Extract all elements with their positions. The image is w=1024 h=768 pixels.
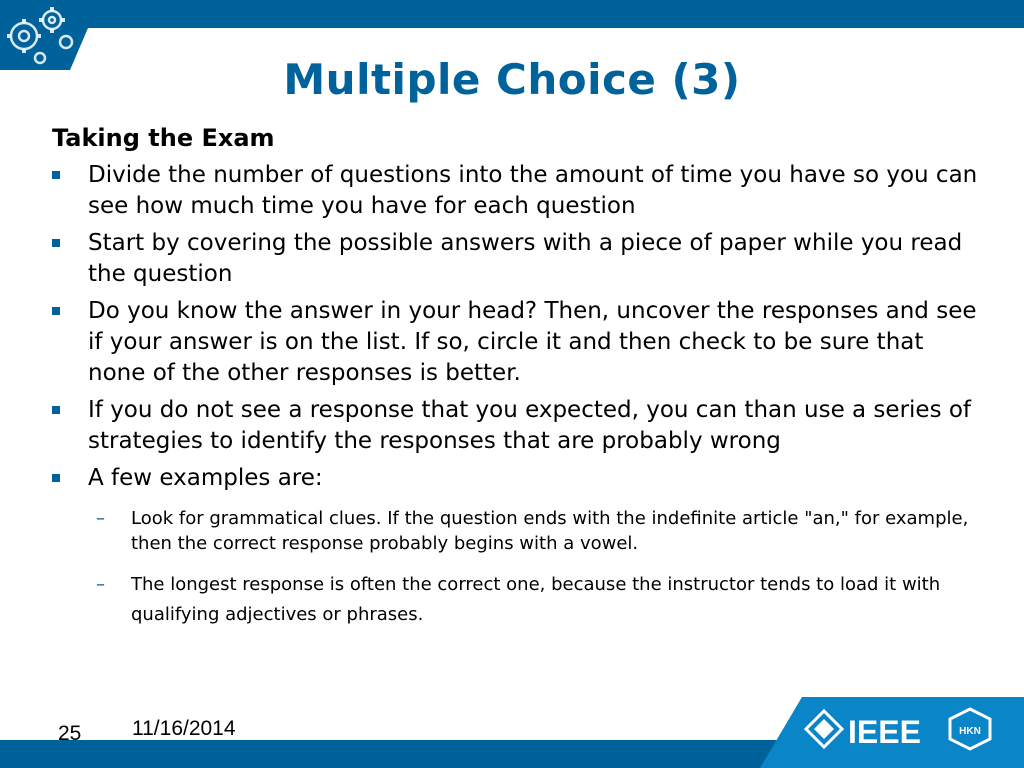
sub-bullet-text: The longest response is often the correct one, because the instructor tends to load it with qualifying adjectives or phrases. xyxy=(131,574,941,625)
bullet-text: Start by covering the possible answers with a piece of paper while you read the question xyxy=(88,230,963,287)
sub-bullet-item xyxy=(96,506,982,556)
bullet-text: A few examples are: xyxy=(88,465,323,491)
bullet-list xyxy=(52,160,982,494)
dash-marker: – xyxy=(96,508,105,529)
square-bullet-icon xyxy=(52,239,60,247)
bullet-item xyxy=(52,228,982,290)
ieee-logo-text: IEEE xyxy=(848,714,921,750)
bullet-item xyxy=(52,160,982,222)
bullet-item xyxy=(52,296,982,389)
slide-body xyxy=(52,124,982,644)
top-band xyxy=(0,0,1024,28)
square-bullet-icon xyxy=(52,474,60,482)
svg-text:HKN: HKN xyxy=(959,726,981,737)
bullet-text: Divide the number of questions into the amount of time you have so you can see how much time you have for each question xyxy=(88,162,978,219)
ieee-footer-panel xyxy=(760,697,1024,768)
slide-title: Multiple Choice (3) xyxy=(283,55,741,104)
square-bullet-icon xyxy=(52,171,60,179)
square-bullet-icon xyxy=(52,307,60,315)
sub-bullet-list xyxy=(96,506,982,630)
slide-number: 25 xyxy=(58,722,82,745)
dash-marker: – xyxy=(96,574,105,595)
bullet-text: If you do not see a response that you expected, you can than use a series of strategies to identify the responses that are probably wrong xyxy=(88,397,972,454)
bullet-text: Do you know the answer in your head? Then, uncover the responses and see if your answer is on the list. If so, circle it and then check to be sure that none of the other responses is better. xyxy=(88,298,977,386)
sub-bullet-text: Look for grammatical clues. If the question ends with the indefinite article "an," for example, then the correct response probably begins with a vowel. xyxy=(131,508,969,554)
bullet-item xyxy=(52,395,982,457)
slide-date: 11/16/2014 xyxy=(132,717,236,740)
square-bullet-icon xyxy=(52,406,60,414)
section-heading: Taking the Exam xyxy=(52,124,275,152)
bullet-item xyxy=(52,463,982,494)
sub-bullet-item xyxy=(96,570,982,630)
